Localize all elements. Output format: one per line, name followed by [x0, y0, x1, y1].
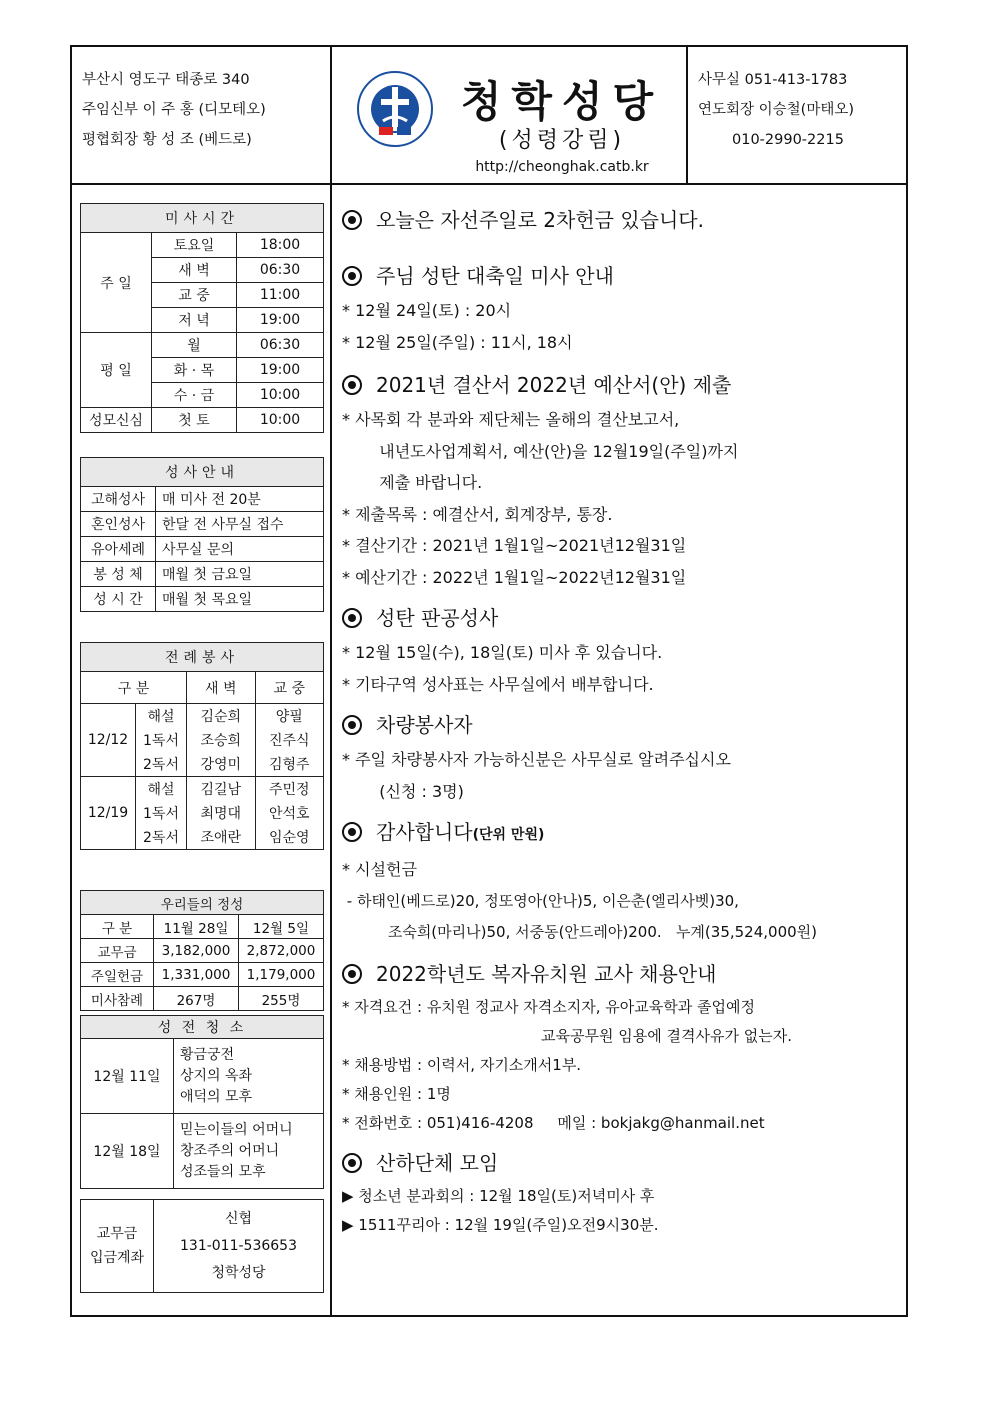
liturgy-person: 최명대 [187, 801, 256, 825]
notice-group-meetings [342, 1144, 902, 1240]
sacrament-table [80, 457, 324, 612]
notice-title: 차량봉사자 [376, 713, 473, 737]
mass-day: 저 녁 [152, 308, 237, 333]
notice-line: * 기타구역 성사표는 사무실에서 배부합니다. [342, 674, 654, 694]
notice-drivers [342, 706, 902, 807]
cleaning-title: 성 전 청 소 [81, 1016, 324, 1039]
liturgy-person: 양필 [255, 704, 324, 729]
liturgy-role: 해설 [136, 777, 187, 802]
notice-line: 교육공무원 임용에 결격사유가 없는자. [460, 1026, 792, 1045]
bullet-icon [342, 375, 362, 395]
offering-value: 1,179,000 [239, 963, 324, 987]
bullet-icon [342, 266, 362, 286]
sacrament-name: 성 시 간 [81, 587, 156, 612]
notice-line: ▶ 청소년 분과회의 : 12월 18일(토)저녁미사 후 [342, 1186, 655, 1205]
liturgy-person: 김순희 [187, 704, 256, 729]
bullet-icon [342, 1153, 362, 1173]
bullet-icon [342, 822, 362, 842]
notice-line: * 주일 차량봉사자 가능하신분은 사무실로 알려주십시오 [342, 750, 731, 769]
mass-time: 19:00 [237, 308, 324, 333]
notice-line: - 하태인(베드로)20, 정또영아(안나)5, 이은춘(엘리사벳)30, [342, 891, 739, 910]
notice-line: 제출 바랍니다. [364, 473, 483, 492]
column-divider [330, 47, 332, 1315]
account-holder: 청학성당 [211, 1264, 266, 1281]
offering-label: 주일헌금 [81, 963, 154, 987]
offering-header: 구 분 [81, 915, 154, 939]
bullet-icon [342, 715, 362, 735]
notice-charity [342, 201, 902, 239]
sacrament-info: 한달 전 사무실 접수 [156, 512, 324, 537]
sacrament-info: 매월 첫 목요일 [156, 587, 324, 612]
cleaning-table [80, 1015, 324, 1189]
offering-header: 11월 28일 [154, 915, 239, 939]
account-table [80, 1199, 324, 1293]
liturgy-person: 김길남 [187, 777, 256, 802]
mass-time: 11:00 [237, 283, 324, 308]
notice-title: 오늘은 자선주일로 2차헌금 있습니다. [376, 208, 704, 232]
notice-line: * 채용인원 : 1명 [342, 1084, 451, 1103]
mass-time: 06:30 [237, 333, 324, 358]
office-phone: 사무실 051-413-1783 [698, 72, 848, 88]
notice-line: * 12월 15일(수), 18일(토) 미사 후 있습니다. [342, 643, 663, 662]
notice-title: 성탄 판공성사 [376, 606, 499, 630]
notice-teacher-hiring [342, 955, 902, 1138]
liturgy-role: 2독서 [136, 825, 187, 850]
sacrament-info: 사무실 문의 [156, 537, 324, 562]
cleaning-date: 12월 11일 [81, 1039, 174, 1114]
cleaning-group: 믿는이들의 어머니 [180, 1121, 293, 1138]
liturgy-table [80, 642, 324, 850]
church-subtitle: (성령강림) [498, 128, 626, 153]
notice-line: (신청 : 3명) [364, 781, 464, 801]
liturgy-title: 전례봉사 [81, 643, 324, 672]
mass-day: 교 중 [152, 283, 237, 308]
notice-line: * 결산기간 : 2021년 1월1일~2021년12월31일 [342, 536, 687, 555]
sacrament-info: 매 미사 전 20분 [156, 487, 324, 512]
notice-budget [342, 366, 902, 593]
church-title: 청학성당 [460, 77, 664, 126]
liturgy-role: 2독서 [136, 752, 187, 777]
notice-title: 감사합니다 [376, 820, 473, 844]
header-divider [72, 183, 906, 185]
notice-line: * 전화번호 : 051)416-4208 메일 : bokjakg@hanmail.net [342, 1113, 765, 1132]
liturgy-date: 12/19 [81, 777, 136, 850]
offering-value: 2,872,000 [239, 939, 324, 963]
mass-time: 10:00 [237, 383, 324, 408]
liturgy-role: 1독서 [136, 728, 187, 752]
header-right [698, 65, 908, 155]
mass-extra-label: 성모신심 [81, 408, 152, 433]
district-head: 연도회장 이승철(마태오) [698, 102, 854, 118]
liturgy-person: 김형주 [255, 752, 324, 777]
mass-time: 06:30 [237, 258, 324, 283]
notices-column [342, 201, 902, 1240]
sacrament-name: 혼인성사 [81, 512, 156, 537]
offering-value: 267명 [154, 987, 239, 1011]
sacrament-title: 성사안내 [81, 458, 324, 487]
account-number: 131-011-536653 [180, 1237, 297, 1254]
cleaning-group: 상지의 옥좌 [180, 1067, 253, 1084]
liturgy-header: 교 중 [255, 672, 324, 704]
offering-value: 1,331,000 [154, 963, 239, 987]
account-label: 입금계좌 [89, 1250, 145, 1266]
mass-schedule-table [80, 203, 324, 433]
notice-confession [342, 599, 902, 700]
liturgy-role: 해설 [136, 704, 187, 729]
notice-title-unit: (단위 만원) [472, 827, 545, 843]
offering-header: 12월 5일 [239, 915, 324, 939]
mass-day: 수 · 금 [152, 383, 237, 408]
sacrament-name: 봉 성 체 [81, 562, 156, 587]
offering-title: 우리들의 정성 [81, 891, 324, 915]
liturgy-person: 안석호 [255, 801, 324, 825]
mass-day: 새 벽 [152, 258, 237, 283]
mass-time: 18:00 [237, 233, 324, 258]
council-head: 평협회장 황 성 조 (베드로) [82, 132, 252, 148]
cleaning-group: 황금궁전 [180, 1046, 235, 1063]
offering-value: 3,182,000 [154, 939, 239, 963]
offering-value: 255명 [239, 987, 324, 1011]
notice-line: * 12월 25일(주일) : 11시, 18시 [342, 332, 573, 352]
notice-title: 2022학년도 복자유치원 교사 채용안내 [376, 961, 717, 986]
church-logo [355, 69, 435, 149]
notice-line: * 시설헌금 [342, 860, 417, 879]
sacrament-info: 매월 첫 금요일 [156, 562, 324, 587]
mass-day: 화 · 목 [152, 358, 237, 383]
bullet-icon [342, 608, 362, 628]
mass-time: 19:00 [237, 358, 324, 383]
liturgy-person: 주민정 [255, 777, 324, 802]
mass-time: 10:00 [237, 408, 324, 433]
offering-table [80, 890, 324, 1011]
bullet-icon [342, 964, 362, 984]
notice-line: * 제출목록 : 예결산서, 회계장부, 통장. [342, 504, 613, 524]
liturgy-header: 새 벽 [187, 672, 256, 704]
bullet-icon [342, 210, 362, 230]
church-url[interactable]: http://cheonghak.catb.kr [475, 159, 649, 175]
mass-day: 토요일 [152, 233, 237, 258]
notice-title: 주님 성탄 대축일 미사 안내 [376, 264, 614, 288]
notice-line: * 12월 24일(토) : 20시 [342, 301, 512, 320]
liturgy-date: 12/12 [81, 704, 136, 777]
liturgy-role: 1독서 [136, 801, 187, 825]
cleaning-date: 12월 18일 [81, 1114, 174, 1189]
liturgy-person: 진주식 [255, 728, 324, 752]
mass-day: 첫 토 [152, 408, 237, 433]
bulletin-frame [70, 45, 908, 1317]
mass-group-label: 평 일 [81, 333, 152, 408]
liturgy-person: 조승희 [187, 728, 256, 752]
notice-line: * 자격요건 : 유치원 정교사 자격소지자, 유아교육학과 졸업예정 [342, 997, 755, 1016]
notice-thanks [342, 813, 902, 949]
liturgy-person: 조애란 [187, 825, 256, 850]
cleaning-group: 성조들의 모후 [180, 1163, 266, 1180]
sacrament-name: 유아세례 [81, 537, 156, 562]
header-left [82, 65, 322, 155]
notice-title: 2021년 결산서 2022년 예산서(안) 제출 [376, 373, 732, 397]
notice-title: 산하단체 모임 [376, 1150, 499, 1175]
notice-line: 조숙희(마리나)50, 서중동(안드레아)200. 누계(35,524,000원) [364, 923, 818, 941]
liturgy-person: 강영미 [187, 752, 256, 777]
notice-line: 내년도사업계획서, 예산(안)을 12월19일(주일)까지 [364, 441, 739, 461]
liturgy-header: 구 분 [81, 672, 187, 704]
sacrament-name: 고해성사 [81, 487, 156, 512]
cleaning-group: 애덕의 모후 [180, 1088, 253, 1105]
notice-line: * 예산기간 : 2022년 1월1일~2022년12월31일 [342, 567, 687, 587]
notice-line: * 채용방법 : 이력서, 자기소개서1부. [342, 1055, 582, 1074]
notice-christmas-mass [342, 257, 902, 358]
notice-line: * 사목회 각 분과와 제단체는 올해의 결산보고서, [342, 410, 680, 429]
district-phone: 010-2990-2215 [732, 132, 844, 148]
church-address: 부산시 영도구 태종로 340 [82, 72, 250, 88]
liturgy-person: 임순영 [255, 825, 324, 850]
mass-group-label: 주 일 [81, 233, 152, 333]
offering-label: 미사참례 [81, 987, 154, 1011]
header-right-divider [686, 47, 688, 183]
account-label: 교무금 [96, 1226, 138, 1242]
account-bank: 신협 [224, 1210, 253, 1227]
mass-day: 월 [152, 333, 237, 358]
pastor-name: 주임신부 이 주 홍 (디모테오) [82, 102, 266, 118]
notice-line: ▶ 1511꾸리아 : 12월 19일(주일)오전9시30분. [342, 1215, 659, 1234]
mass-schedule-title: 미사시간 [81, 204, 324, 233]
cleaning-group: 창조주의 어머니 [180, 1142, 280, 1159]
offering-label: 교무금 [81, 939, 154, 963]
